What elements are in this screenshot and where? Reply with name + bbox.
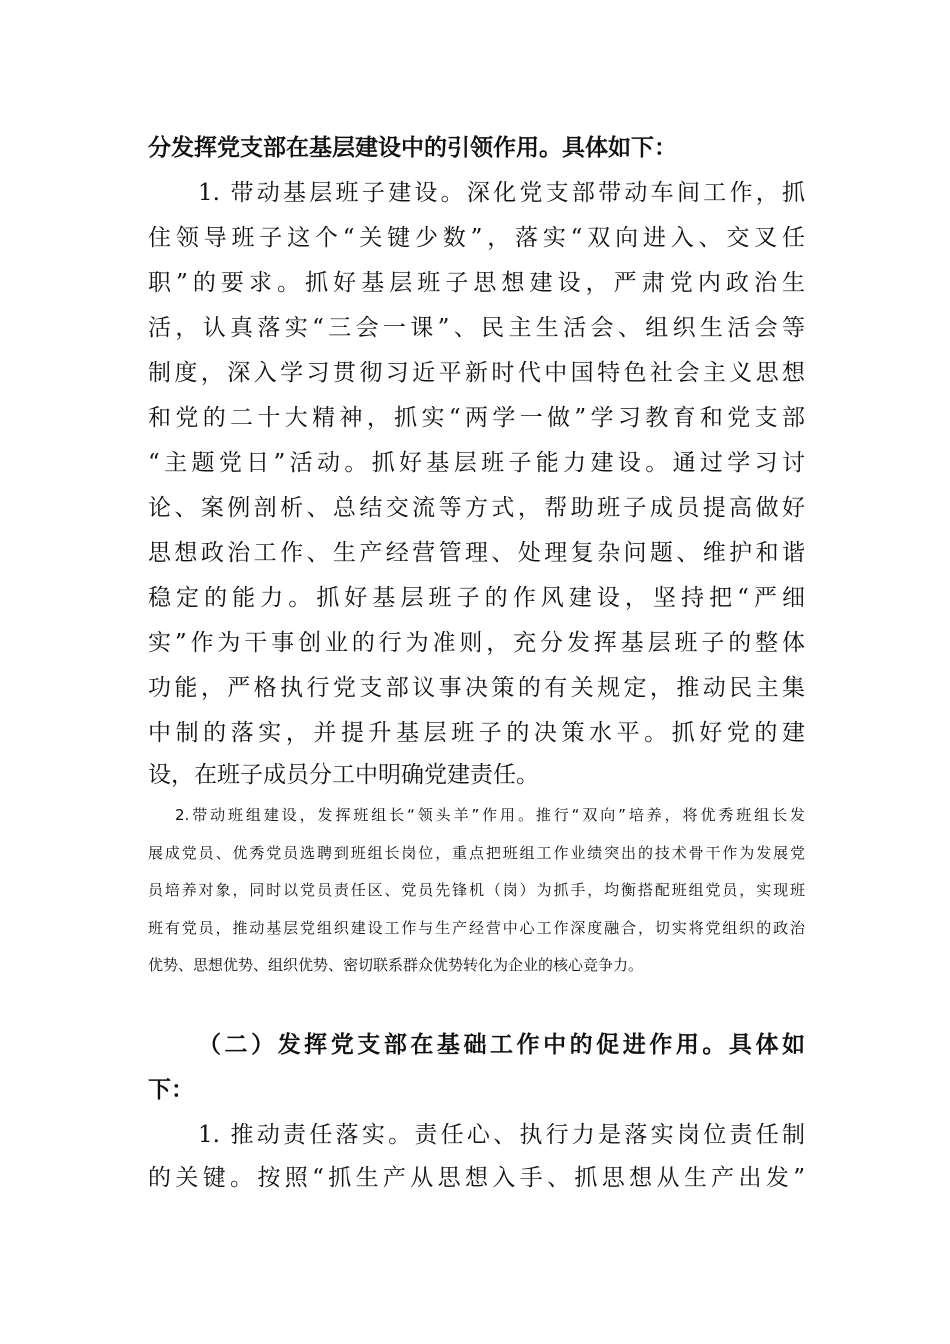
- text-line: 展成党员、优秀党员选聘到班组长岗位，重点把班组工作业绩突出的技术骨干作为发展党: [148, 844, 805, 862]
- text-line: 设，在班子成员分工中明确党建责任。: [148, 762, 539, 788]
- text-line: 1. 推动责任落实。责任心、执行力是落实岗位责任制: [198, 1122, 805, 1148]
- section-heading-continued: 分发挥党支部在基层建设中的引领作用。具体如下：: [148, 135, 677, 161]
- text-line: 的关键。按照“抓生产从思想入手、抓思想从生产出发”: [148, 1165, 805, 1191]
- heading-line: （二）发挥党支部在基础工作中的促进作用。具体如: [198, 1032, 805, 1058]
- text-line: 优势、思想优势、组织优势、密切联系群众优势转化为企业的核心竞争力。: [148, 956, 644, 974]
- text-line: 1. 带动基层班子建设。深化党支部带动车间工作，抓: [198, 180, 805, 206]
- text-line: 实”作为干事创业的行为准则，充分发挥基层班子的整体: [148, 630, 805, 656]
- text-line: 住领导班子这个“关键少数”，落实“双向进入、交叉任: [148, 225, 805, 251]
- text-line: 2.带动班组建设，发挥班组长“领头羊”作用。推行“双向”培养，将优秀班组长发: [175, 806, 805, 824]
- text-line: “主题党日”活动。抓好基层班子能力建设。通过学习讨: [148, 450, 805, 476]
- text-line: 论、案例剖析、总结交流等方式，帮助班子成员提高做好: [148, 495, 805, 521]
- text-line: 思想政治工作、生产经营管理、处理复杂问题、维护和谐: [148, 540, 805, 566]
- text-line: 制度，深入学习贯彻习近平新时代中国特色社会主义思想: [148, 360, 805, 386]
- text-line: 职”的要求。抓好基层班子思想建设，严肃党内政治生: [148, 270, 805, 296]
- text-line: 中制的落实，并提升基层班子的决策水平。抓好党的建: [148, 720, 805, 746]
- text-line: 功能，严格执行党支部议事决策的有关规定，推动民主集: [148, 675, 805, 701]
- text-line: 和党的二十大精神，抓实“两学一做”学习教育和党支部: [148, 405, 805, 431]
- text-line: 稳定的能力。抓好基层班子的作风建设，坚持把“严细: [148, 585, 805, 611]
- text-line: 员培养对象，同时以党员责任区、党员先锋机（岗）为抓手，均衡搭配班组党员，实现班: [148, 881, 805, 899]
- heading-line: 下：: [148, 1077, 194, 1103]
- text-line: 活，认真落实“三会一课”、民主生活会、组织生活会等: [148, 315, 805, 341]
- text-line: 班有党员，推动基层党组织建设工作与生产经营中心工作深度融合，切实将党组织的政治: [148, 919, 805, 937]
